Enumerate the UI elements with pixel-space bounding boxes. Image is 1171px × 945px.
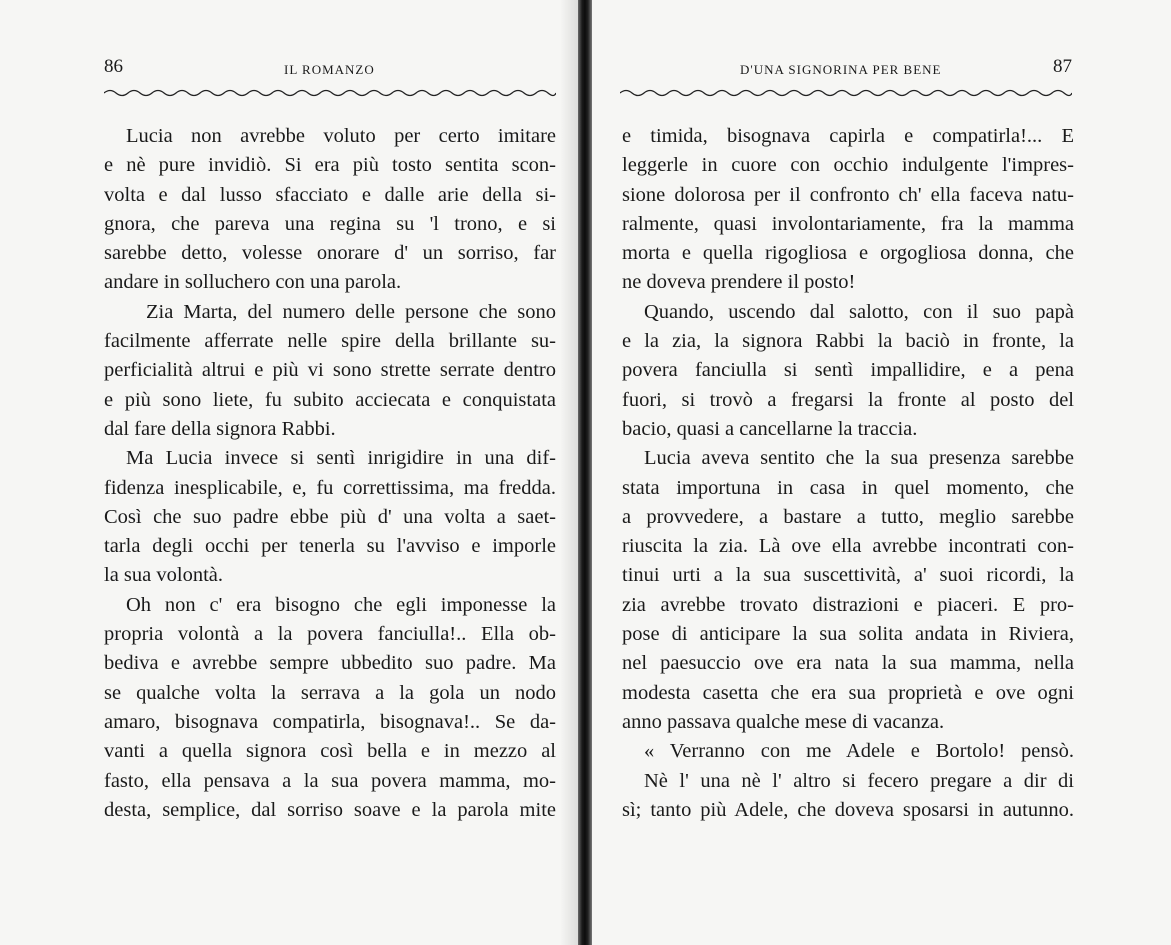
text-line: e timida, bisognava capirla e compatirla!... E (622, 125, 1074, 147)
text-line: a provvedere, a bastare a tutto, meglio sarebbe (622, 505, 1074, 528)
text-line: andare in solluchero con una parola. (104, 271, 402, 294)
text-line: modesta casetta che era sua proprietà e ove ogni (622, 681, 1074, 704)
text-line: tinui urti a la sua suscettività, a' suoi ricordi, la (622, 564, 1074, 587)
right-page-number: 87 (1053, 56, 1072, 77)
text-line: e nè pure invidiò. Si era più tosto sentita scon- (104, 154, 556, 177)
text-line: amaro, bisognava compatirla, bisognava!.. Se da- (104, 710, 556, 733)
text-line: e la zia, la signora Rabbi la baciò in fronte, la (622, 330, 1074, 353)
text-line: e più sono liete, fu subito acciecata e conquistata (104, 388, 556, 411)
text-line: vanti a quella signora così bella e in mezzo al (104, 740, 556, 763)
right-page-header (620, 56, 1072, 86)
text-line: facilmente afferrate nelle spire della brillante su- (104, 330, 556, 353)
left-page-number: 86 (104, 56, 123, 77)
text-line: sì; tanto più Adele, che doveva sposarsi in autunno. (622, 798, 1074, 821)
text-line: desta, semplice, dal sorriso soave e la parola mite (104, 798, 556, 821)
right-page (592, 0, 1171, 945)
text-line: Zia Marta, del numero delle persone che sono (146, 300, 556, 323)
text-line: la sua volontà. (104, 564, 223, 587)
text-line: anno passava qualche mese di vacanza. (622, 710, 945, 733)
right-running-head: D'UNA SIGNORINA PER BENE (740, 62, 942, 77)
text-line: Così che suo padre ebbe più d' una volta a saet- (104, 505, 556, 528)
text-line: fidenza inesplicabile, e, fu correttissima, ma fredda. (104, 476, 556, 499)
text-line: zia avrebbe trovato distrazioni e piaceri. E pro- (622, 593, 1074, 616)
text-line: dal fare della signora Rabbi. (104, 417, 336, 440)
right-body-text (622, 122, 1074, 825)
text-line: volta e dal lusso sfacciato e dalle arie della si- (104, 183, 556, 206)
right-header-rule (620, 86, 1072, 100)
text-line: bacio, quasi a cancellarne la traccia. (622, 417, 918, 440)
text-line: fuori, si trovò a fregarsi la fronte al posto del (622, 388, 1074, 411)
left-header-rule (104, 86, 556, 100)
text-line: tarla degli occhi per tenerla su l'avviso e imporle (104, 535, 556, 558)
book-gutter (578, 0, 592, 945)
text-line: ne doveva prendere il posto! (622, 271, 856, 294)
text-line: fasto, ella pensava a la sua povera mamma, mo- (104, 769, 556, 792)
text-line: Ma Lucia invece si sentì inrigidire in una dif- (126, 447, 556, 470)
left-page (0, 0, 578, 945)
text-line: stata importuna in casa in quel momento, che (622, 476, 1074, 499)
text-line: se qualche volta la serrava a la gola un nodo (104, 681, 556, 704)
gutter-shadow-left (560, 0, 578, 945)
text-line: Nè l' una nè l' altro si fecero pregare a dir di (644, 769, 1074, 792)
text-line: ralmente, quasi involontariamente, fra la mamma (622, 212, 1074, 235)
text-line: perficialità altrui e più vi sono strette serrate dentro (104, 359, 556, 382)
text-line: leggerle in cuore con occhio indulgente l'impres- (622, 154, 1074, 177)
text-line: Quando, uscendo dal salotto, con il suo papà (644, 300, 1074, 323)
text-line: gnora, che pareva una regina su 'l trono, e si (104, 212, 556, 235)
text-line: pose di anticipare la sua solita andata in Riviera, (622, 623, 1074, 646)
text-line: sarebbe detto, volesse onorare d' un sorriso, far (104, 242, 556, 265)
left-page-header (104, 56, 556, 86)
text-line: povera fanciulla si sentì impallidire, e a pena (622, 359, 1074, 382)
text-line: riuscita la zia. Là ove ella avrebbe incontrati con- (622, 535, 1074, 558)
text-line: propria volontà a la povera fanciulla!.. Ella ob- (104, 623, 556, 646)
text-line: bediva e avrebbe sempre ubbedito suo padre. Ma (104, 652, 556, 675)
left-running-head: IL ROMANZO (284, 62, 375, 77)
text-line: Oh non c' era bisogno che egli imponesse la (126, 593, 556, 616)
text-line: sione dolorosa per il confronto ch' ella faceva natu- (622, 183, 1074, 206)
text-line: morta e quella rigogliosa e orgogliosa donna, che (622, 242, 1074, 265)
text-line: « Verranno con me Adele e Bortolo! pensò. (644, 740, 1074, 763)
text-line: Lucia aveva sentito che la sua presenza sarebbe (644, 447, 1074, 470)
text-line: Lucia non avrebbe voluto per certo imitare (126, 125, 556, 147)
text-line: nel paesuccio ove era nata la sua mamma, nella (622, 652, 1074, 675)
left-body-text (104, 122, 556, 825)
